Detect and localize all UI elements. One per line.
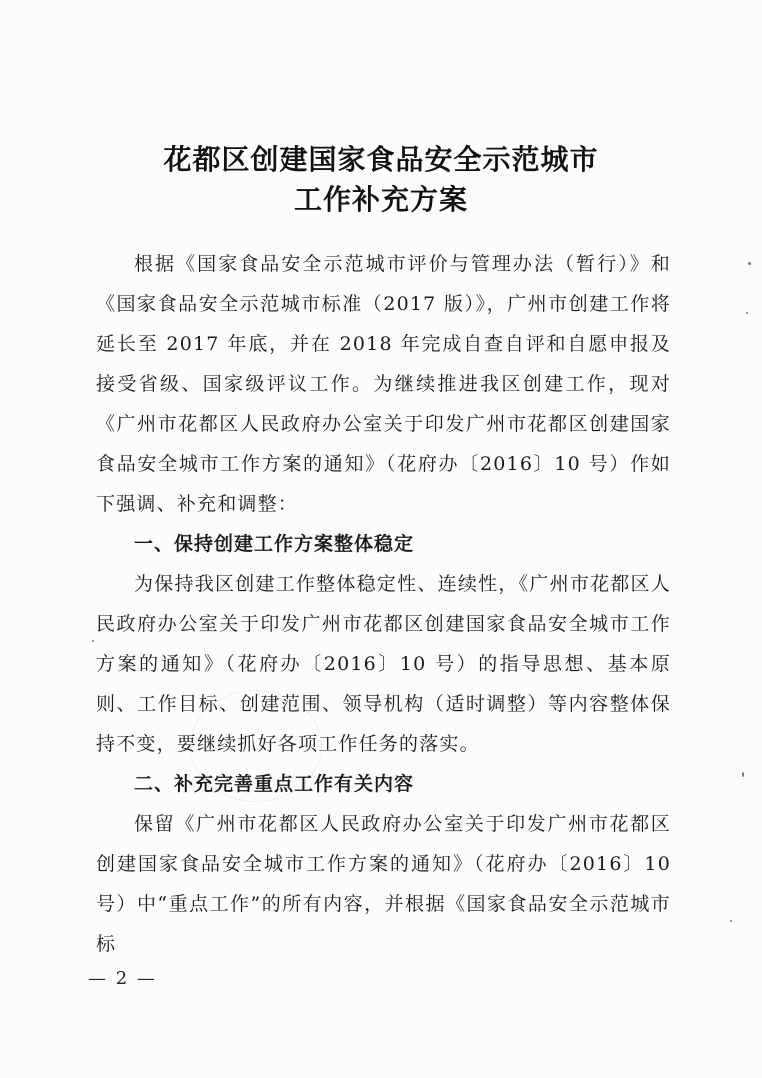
section-heading-1: 一、保持创建工作方案整体稳定: [134, 533, 415, 555]
page-number: — 2 —: [88, 968, 157, 989]
document-title-line-1: 花都区创建国家食品安全示范城市: [163, 143, 599, 176]
scan-speck: [746, 312, 748, 314]
faint-seal-impression: [190, 690, 322, 802]
scan-speck: [92, 640, 94, 642]
paragraph-intro: 根据《国家食品安全示范城市评价与管理办法（暂行）》和《国家食品安全示范城市标准（2017 版）》，广州市创建工作将延长至 2017 年底，并在 2018 年完成自查自评和自愿申报及接受省级、国家级评议工作。为继续推进我区创建工作，现对《广州市花都区人民政府办公室关于印发广州市花都区创建国家食品安全城市工作方案的通知》（花府办〔2016〕10 号）作如下强调、补充和调整：: [96, 253, 671, 515]
scan-speck: [748, 262, 751, 265]
document-body: [96, 244, 671, 964]
paragraph-section-2: 保留《广州市花都区人民政府办公室关于印发广州市花都区创建国家食品安全城市工作方案的通知》（花府办〔2016〕10 号）中“重点工作”的所有内容，并根据《国家食品安全示范城市标: [96, 813, 671, 955]
section-heading-2: 二、补充完善重点工作有关内容: [134, 773, 415, 795]
document-title-line-2: 工作补充方案: [293, 183, 468, 216]
scan-speck: [742, 772, 744, 777]
paragraph-section-1: 为保持我区创建工作整体稳定性、连续性，《广州市花都区人民政府办公室关于印发广州市花都区创建国家食品安全城市工作方案的通知》（花府办〔2016〕10 号）的指导思想、基本原则、工作目标、创建范围、领导机构（适时调整）等内容整体保持不变，要继续抓好各项工作任务的落实。: [96, 573, 671, 755]
scan-speck: [730, 920, 732, 922]
